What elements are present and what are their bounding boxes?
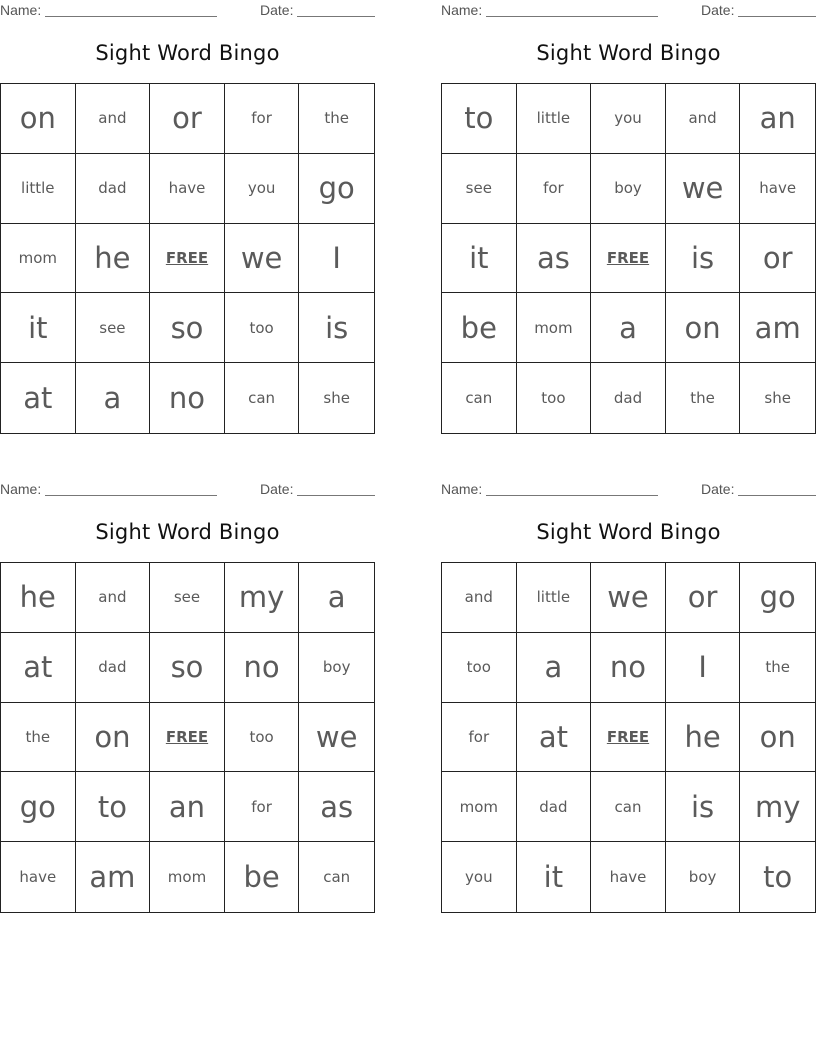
bingo-cell: to xyxy=(763,860,793,895)
name-label: Name: xyxy=(0,2,42,18)
bingo-cell: am xyxy=(76,842,151,912)
bingo-cell: dad xyxy=(76,154,151,224)
bingo-cell: see xyxy=(76,293,151,363)
bingo-cell: we xyxy=(666,154,741,224)
bingo-cell: for xyxy=(225,84,300,154)
bingo-cell: an xyxy=(150,772,225,842)
bingo-cell: and xyxy=(442,563,517,633)
bingo-cell: can xyxy=(442,363,517,433)
free-space: FREE xyxy=(150,703,225,773)
bingo-card-4 xyxy=(441,479,816,919)
bingo-cell: be xyxy=(225,842,300,912)
bingo-cell: dad xyxy=(591,363,666,433)
date-label: Date: xyxy=(701,481,735,497)
bingo-cell: I xyxy=(299,224,374,294)
bingo-cell: dad xyxy=(76,633,151,703)
bingo-cell: on xyxy=(666,293,741,363)
bingo-cell: you xyxy=(591,84,666,154)
bingo-cell: have xyxy=(591,842,666,912)
bingo-card-3 xyxy=(0,479,375,919)
bingo-cell: for xyxy=(225,772,300,842)
card-header xyxy=(0,481,375,499)
bingo-cell: can xyxy=(323,868,351,887)
card-header xyxy=(0,2,375,20)
bingo-cell: go xyxy=(299,154,374,224)
bingo-cell: the xyxy=(666,363,741,433)
bingo-cell: too xyxy=(517,363,592,433)
date-field[interactable] xyxy=(297,495,375,496)
bingo-cell: as xyxy=(517,224,592,294)
bingo-cell: have xyxy=(1,842,76,912)
bingo-cell: at xyxy=(1,633,76,703)
bingo-cell: dad xyxy=(517,772,592,842)
bingo-cell: so xyxy=(150,293,225,363)
bingo-cell: so xyxy=(150,633,225,703)
bingo-cell: or xyxy=(666,563,741,633)
bingo-cell: boy xyxy=(591,154,666,224)
bingo-cell: and xyxy=(76,563,151,633)
bingo-cell: on xyxy=(1,84,76,154)
bingo-card-1 xyxy=(0,0,375,440)
bingo-cell: or xyxy=(740,224,815,294)
bingo-cell: we xyxy=(591,563,666,633)
bingo-cell: go xyxy=(1,772,76,842)
card-title: Sight Word Bingo xyxy=(95,520,280,544)
bingo-cell: my xyxy=(225,563,300,633)
card-title: Sight Word Bingo xyxy=(95,41,280,65)
bingo-cell: it xyxy=(442,224,517,294)
bingo-cell: boy xyxy=(666,842,741,912)
date-field[interactable] xyxy=(738,495,816,496)
bingo-grid xyxy=(0,83,375,434)
bingo-grid xyxy=(441,83,816,434)
bingo-cell: the xyxy=(1,703,76,773)
bingo-cell: have xyxy=(740,154,815,224)
bingo-cell: to xyxy=(442,84,517,154)
bingo-cell: the xyxy=(740,633,815,703)
bingo-cell: for xyxy=(517,154,592,224)
bingo-cell: it xyxy=(517,842,592,912)
name-field[interactable] xyxy=(45,16,217,17)
bingo-cell: can xyxy=(225,363,300,433)
bingo-cell: too xyxy=(225,703,300,773)
bingo-cell: on xyxy=(740,703,815,773)
bingo-cell: or xyxy=(150,84,225,154)
bingo-grid xyxy=(0,562,375,913)
bingo-cell: see xyxy=(442,154,517,224)
bingo-cell: as xyxy=(299,772,374,842)
bingo-cell: mom xyxy=(517,293,592,363)
bingo-cell: he xyxy=(76,224,151,294)
bingo-cell: he xyxy=(1,563,76,633)
bingo-cell: on xyxy=(76,703,151,773)
bingo-cell: have xyxy=(150,154,225,224)
bingo-cell: and xyxy=(76,84,151,154)
bingo-cell: mom xyxy=(442,772,517,842)
card-title: Sight Word Bingo xyxy=(536,41,721,65)
bingo-cell: no xyxy=(225,633,300,703)
bingo-cell: is xyxy=(666,224,741,294)
bingo-cell: for xyxy=(442,703,517,773)
bingo-cell: a xyxy=(299,563,374,633)
bingo-cell: be xyxy=(442,293,517,363)
bingo-cell: go xyxy=(740,563,815,633)
card-header xyxy=(441,2,816,20)
card-title: Sight Word Bingo xyxy=(536,520,721,544)
bingo-cell: mom xyxy=(150,842,225,912)
bingo-cell: you xyxy=(442,842,517,912)
bingo-cell: to xyxy=(76,772,151,842)
date-field[interactable] xyxy=(738,16,816,17)
bingo-cell: no xyxy=(591,633,666,703)
date-label: Date: xyxy=(260,481,294,497)
bingo-cell: he xyxy=(666,703,741,773)
name-field[interactable] xyxy=(486,495,658,496)
bingo-cell: little xyxy=(517,84,592,154)
bingo-cell: it xyxy=(1,293,76,363)
free-space: FREE xyxy=(150,224,225,294)
bingo-cell: and xyxy=(666,84,741,154)
bingo-cell: a xyxy=(76,363,151,433)
bingo-cell: too xyxy=(442,633,517,703)
bingo-cell: is xyxy=(666,772,741,842)
bingo-cell: I xyxy=(666,633,741,703)
bingo-card-2 xyxy=(441,0,816,440)
bingo-cell: mom xyxy=(1,224,76,294)
date-label: Date: xyxy=(701,2,735,18)
name-label: Name: xyxy=(0,481,42,497)
bingo-cell: we xyxy=(225,224,300,294)
bingo-cell: am xyxy=(740,293,815,363)
bingo-grid xyxy=(441,562,816,913)
bingo-cell: a xyxy=(591,293,666,363)
bingo-cell: little xyxy=(1,154,76,224)
bingo-cell: at xyxy=(517,703,592,773)
bingo-cell: a xyxy=(517,633,592,703)
bingo-cell: an xyxy=(740,84,815,154)
bingo-cell: the xyxy=(299,84,374,154)
free-space: FREE xyxy=(591,224,666,294)
bingo-cell: no xyxy=(150,363,225,433)
bingo-cell: see xyxy=(150,563,225,633)
date-field[interactable] xyxy=(297,16,375,17)
bingo-cell: at xyxy=(1,363,76,433)
date-label: Date: xyxy=(260,2,294,18)
bingo-cell: we xyxy=(299,703,374,773)
free-space: FREE xyxy=(591,703,666,773)
name-field[interactable] xyxy=(45,495,217,496)
bingo-cell: boy xyxy=(299,633,374,703)
card-header xyxy=(441,481,816,499)
name-label: Name: xyxy=(441,2,483,18)
name-label: Name: xyxy=(441,481,483,497)
bingo-cell: you xyxy=(225,154,300,224)
bingo-cell: she xyxy=(323,389,350,408)
bingo-cell: too xyxy=(225,293,300,363)
name-field[interactable] xyxy=(486,16,658,17)
bingo-cell: can xyxy=(591,772,666,842)
bingo-cell: she xyxy=(764,389,791,408)
bingo-cell: little xyxy=(517,563,592,633)
bingo-cell: my xyxy=(740,772,815,842)
bingo-cell: is xyxy=(299,293,374,363)
